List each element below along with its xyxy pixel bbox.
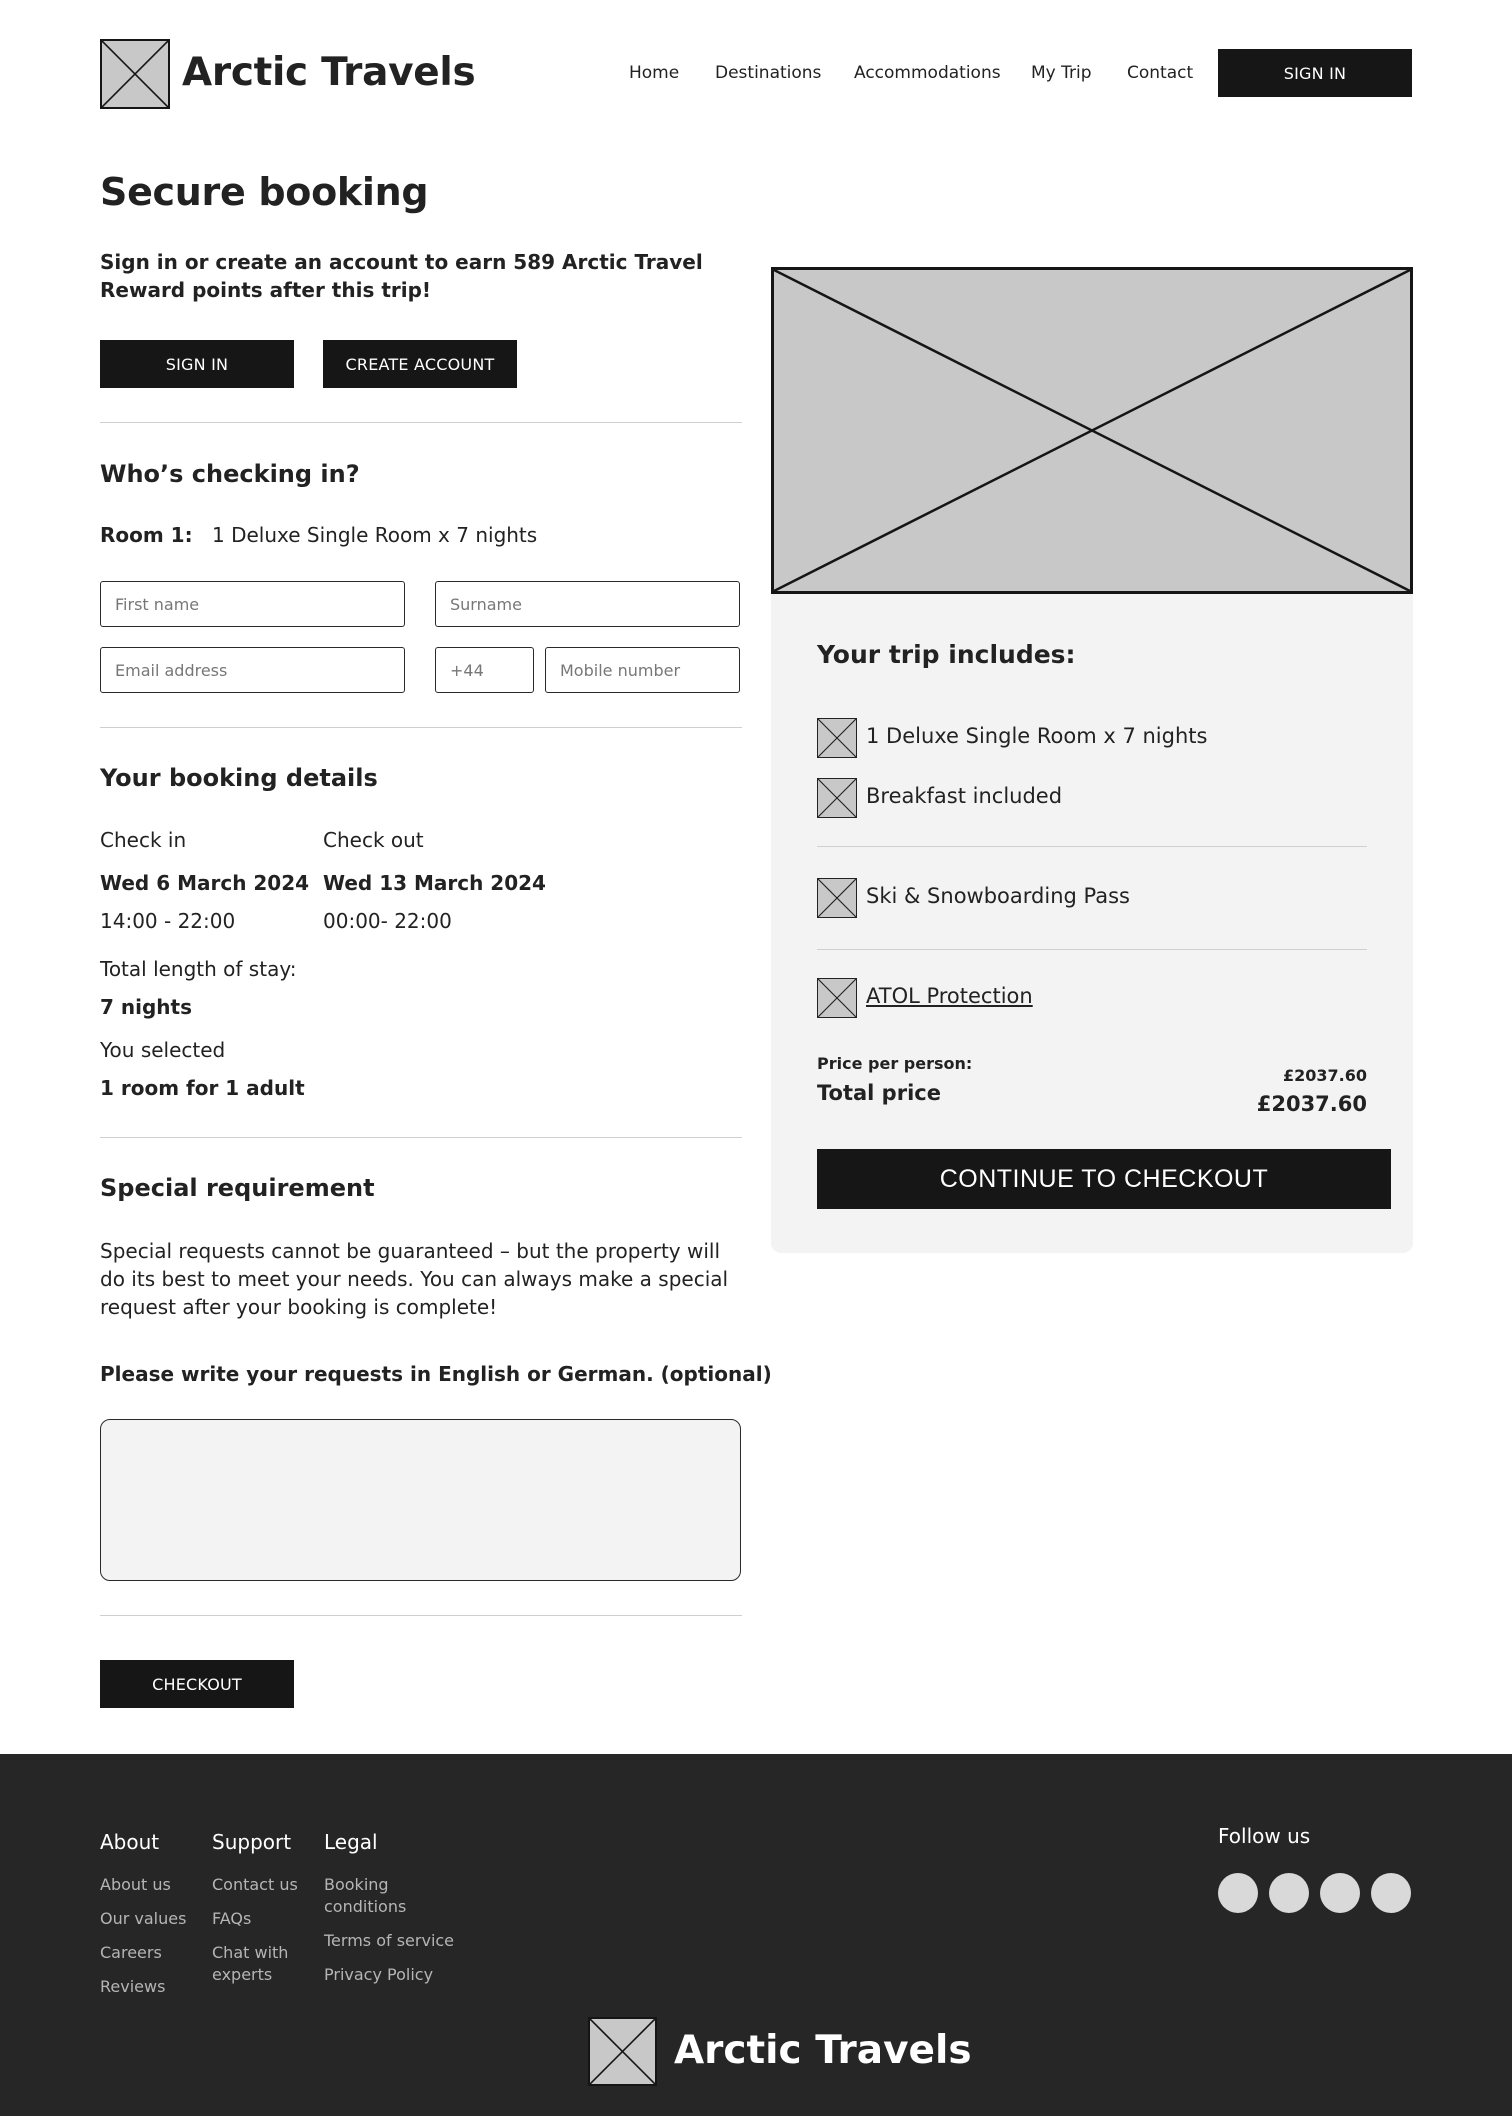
country-code-input[interactable] <box>435 647 534 693</box>
length-of-stay-label: Total length of stay: <box>100 957 297 981</box>
social-icon-1[interactable] <box>1218 1873 1258 1913</box>
trip-includes-heading: Your trip includes: <box>817 640 1076 669</box>
divider <box>100 422 742 423</box>
first-name-input[interactable] <box>100 581 405 627</box>
length-of-stay-value: 7 nights <box>100 995 192 1019</box>
room-value: 1 Deluxe Single Room x 7 nights <box>212 523 538 547</box>
mobile-number-input[interactable] <box>545 647 740 693</box>
footer-link-reviews[interactable]: Reviews <box>100 1977 166 1996</box>
follow-us-heading: Follow us <box>1218 1824 1311 1848</box>
footer-link-careers[interactable]: Careers <box>100 1943 162 1962</box>
checkout-button[interactable]: CHECKOUT <box>100 1660 294 1708</box>
check-out-label: Check out <box>323 828 424 852</box>
total-price-label: Total price <box>817 1081 941 1105</box>
special-requirement-description: Special requests cannot be guaranteed – but the property will do its best to meet your needs. You can always make a special request after your booking is complete! <box>100 1239 729 1319</box>
check-in-label: Check in <box>100 828 187 852</box>
special-requirement-heading: Special requirement <box>100 1174 375 1202</box>
sign-in-button[interactable]: SIGN IN <box>100 340 294 388</box>
footer-brand-name[interactable]: Arctic Travels <box>674 2028 972 2073</box>
divider <box>100 1615 742 1616</box>
divider <box>817 846 1367 847</box>
nav-home[interactable]: Home <box>629 63 680 83</box>
atol-icon <box>817 978 857 1018</box>
check-out-time: 00:00- 22:00 <box>323 909 452 933</box>
check-in-date: Wed 6 March 2024 <box>100 871 310 895</box>
social-icon-4[interactable] <box>1371 1873 1411 1913</box>
booking-details-heading: Your booking details <box>100 764 378 792</box>
footer-link-about-us[interactable]: About us <box>100 1875 171 1894</box>
footer <box>0 1754 1512 2116</box>
check-out-date: Wed 13 March 2024 <box>323 871 546 895</box>
surname-input[interactable] <box>435 581 740 627</box>
special-requirement-prompt: Please write your requests in English or German. (optional) <box>100 1362 772 1386</box>
footer-legal-heading: Legal <box>324 1830 378 1854</box>
continue-to-checkout-button[interactable]: CONTINUE TO CHECKOUT <box>817 1149 1391 1209</box>
page-title: Secure booking <box>100 170 429 214</box>
price-per-person-value: £2037.60 <box>1282 1066 1367 1085</box>
footer-link-our-values[interactable]: Our values <box>100 1909 187 1928</box>
footer-support-heading: Support <box>212 1830 292 1854</box>
total-price-value: £2037.60 <box>1256 1092 1367 1116</box>
social-icon-2[interactable] <box>1269 1873 1309 1913</box>
footer-link-chat-with-experts[interactable]: Chat with experts <box>212 1943 289 1984</box>
rewards-text: Sign in or create an account to earn 589 Arctic Travel Reward points after this trip! <box>100 250 703 302</box>
footer-about-heading: About <box>100 1830 160 1854</box>
checking-in-heading: Who’s checking in? <box>100 460 360 488</box>
nav-contact[interactable]: Contact <box>1127 63 1194 83</box>
footer-link-terms-of-service[interactable]: Terms of service <box>324 1931 455 1950</box>
nav-my-trip[interactable]: My Trip <box>1031 63 1092 83</box>
footer-link-contact-us[interactable]: Contact us <box>212 1875 298 1894</box>
footer-link-booking-conditions[interactable]: Booking conditions <box>324 1875 407 1916</box>
atol-protection-link[interactable]: ATOL Protection <box>866 984 1033 1008</box>
selected-value: 1 room for 1 adult <box>100 1076 305 1100</box>
nav-accommodations[interactable]: Accommodations <box>854 63 1001 83</box>
logo-icon <box>100 39 170 109</box>
create-account-button[interactable]: CREATE ACCOUNT <box>323 340 517 388</box>
include-item-room: 1 Deluxe Single Room x 7 nights <box>866 724 1208 748</box>
social-icon-3[interactable] <box>1320 1873 1360 1913</box>
check-in-time: 14:00 - 22:00 <box>100 909 236 933</box>
price-per-person-label: Price per person: <box>817 1054 973 1073</box>
footer-link-faqs[interactable]: FAQs <box>212 1909 252 1928</box>
special-requests-textarea[interactable] <box>100 1419 741 1581</box>
hotel-image-placeholder <box>771 267 1413 594</box>
divider <box>817 949 1367 950</box>
footer-link-privacy-policy[interactable]: Privacy Policy <box>324 1965 434 1984</box>
divider <box>100 1137 742 1138</box>
selected-label: You selected <box>100 1038 226 1062</box>
footer-logo-icon <box>588 2017 657 2086</box>
room-label: Room 1: <box>100 523 193 547</box>
include-item-ski-pass: Ski & Snowboarding Pass <box>866 884 1130 908</box>
room-icon <box>817 718 857 758</box>
email-input[interactable] <box>100 647 405 693</box>
breakfast-icon <box>817 778 857 818</box>
include-item-breakfast: Breakfast included <box>866 784 1063 808</box>
divider <box>100 727 742 728</box>
brand-name[interactable]: Arctic Travels <box>182 50 476 95</box>
ski-pass-icon <box>817 878 857 918</box>
nav-destinations[interactable]: Destinations <box>715 63 822 83</box>
header-sign-in-button[interactable]: SIGN IN <box>1218 49 1412 97</box>
